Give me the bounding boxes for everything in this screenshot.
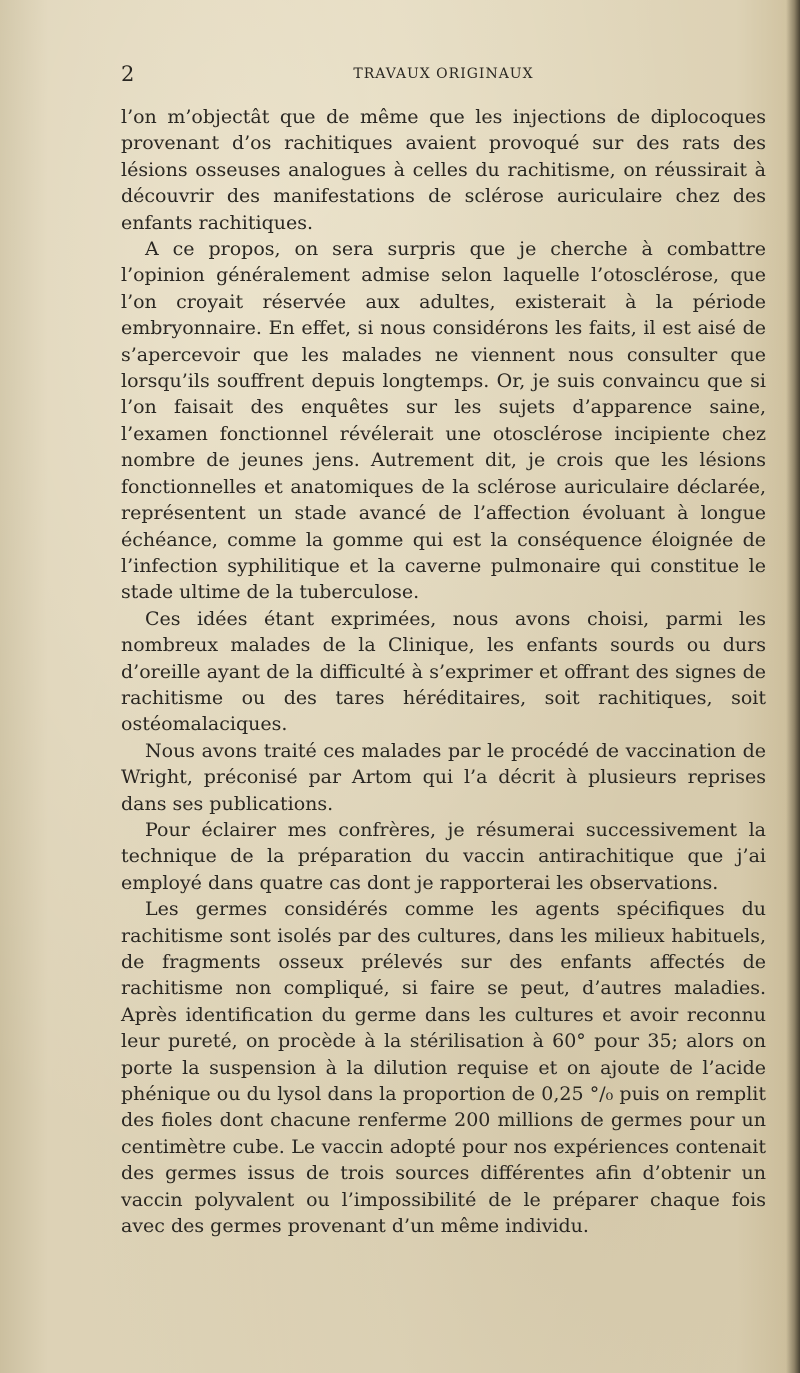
- body-text: [121, 104, 766, 1239]
- paragraph-patient-selection: Ces idées étant exprimées, nous avons choisi, parmi les nombreux malades de la Clinique, les enfants sourds ou durs d’oreille ayant de la difficulté à s’exprimer et offrant des signes de rachitisme ou des tares héréditaires, soit rachitiques, soit ostéomalaciques.: [121, 607, 766, 736]
- running-title: TRAVAUX ORIGINAUX: [353, 66, 534, 82]
- paragraph-continuation: l’on m’objectât que de même que les injections de diplocoques provenant d’os rachitiques avaient provoqué sur des rats des lésions osseuses analogues à celles du rachitisme, on réussirait à découvrir des manifestations de sclérose auriculaire chez des enfants rachitiques.: [121, 106, 766, 234]
- paragraph-technique-intro: Pour éclairer mes confrères, je résumerai successivement la technique de la préparation du vaccin antirachitique que j’ai employé dans quatre cas dont je rapporterai les observations.: [121, 818, 766, 894]
- paragraph-vaccine-preparation: Les germes considérés comme les agents spécifiques du rachitisme sont isolés par des cultures, dans les milieux habituels, de fragments osseux prélevés sur des enfants affectés de rachitisme non compliqué, si faire se peut, d’autres maladies. Après identification du germe dans les cultures et avoir reconnu leur pureté, on procède à la stérilisation à 60° pour 35; alors on porte la suspension à la dilution requise et on ajoute de l’acide phénique ou du lysol dans la proportion de 0,25 °/₀ puis on remplit des fioles dont chacune renferme 200 millions de germes pour un centimètre cube. Le vaccin adopté pour nos expériences contenait des germes issus de trois sources différentes afin d’obtenir un vaccin polyvalent ou l’impossibilité de le préparer chaque fois avec des germes provenant d’un même individu.: [121, 898, 766, 1238]
- paragraph-wright-vaccination: Nous avons traité ces malades par le procédé de vaccination de Wright, préconisé par Artom qui l’a décrit à plusieurs reprises dans ses publications.: [121, 739, 766, 815]
- page-edge-shadow: [786, 0, 800, 1373]
- running-head: [121, 62, 766, 88]
- page-number: 2: [121, 62, 135, 86]
- paragraph-otosclerosis: A ce propos, on sera surpris que je cherche à combattre l’opinion généralement admise selon laquelle l’otosclérose, que l’on croyait réservée aux adultes, existerait à la période embryonnaire. En effet, si nous considérons les faits, il est aisé de s’apercevoir que les malades ne viennent nous consulter que lorsqu’ils souffrent depuis longtemps. Or, je suis convaincu que si l’on faisait des enquêtes sur les sujets d’apparence saine, l’examen fonctionnel révélerait une otosclérose incipiente chez nombre de jeunes jens. Autrement dit, je crois que les lésions fonctionnelles et anatomiques de la sclérose auriculaire déclarée, représentent un stade avancé de l’affection évoluant à longue échéance, comme la gomme qui est la conséquence éloignée de l’infection syphilitique et la caverne pulmonaire qui constitue le stade ultime de la tuberculose.: [121, 238, 766, 604]
